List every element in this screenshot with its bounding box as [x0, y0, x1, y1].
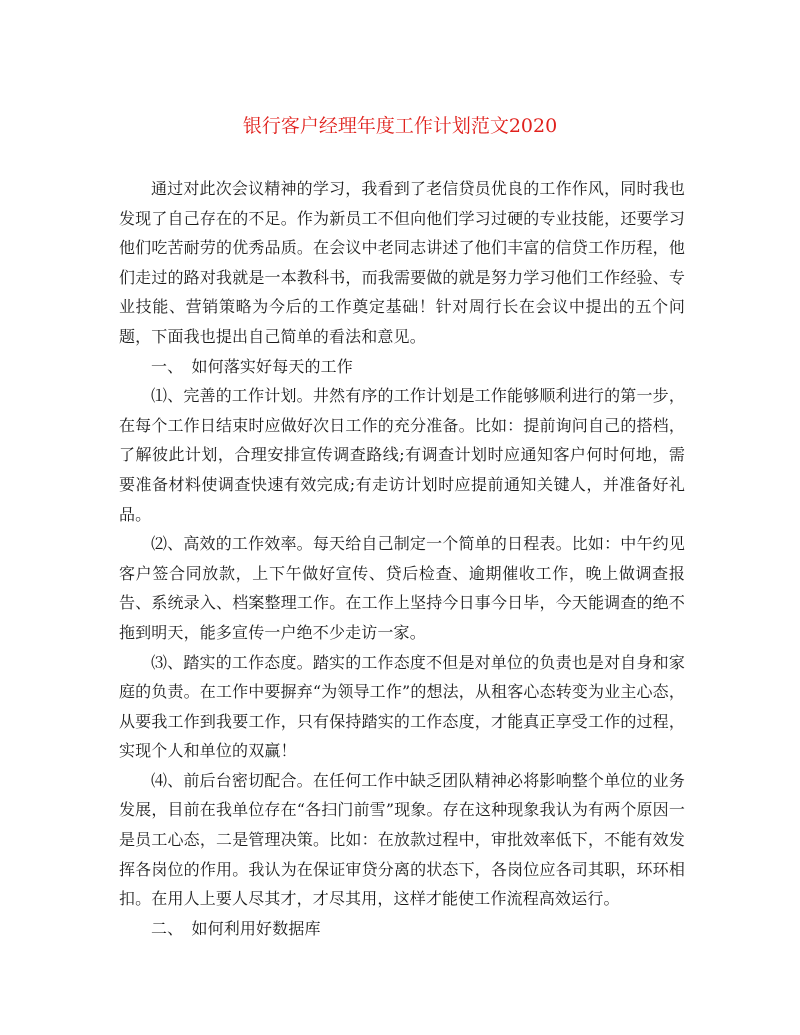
list-item-1: ⑴、完善的工作计划。井然有序的工作计划是工作能够顺利进行的第一步，在每个工作日结束时应做好次日工作的充分准备。比如：提前询问自己的搭档，了解彼此计划，合理安排宣传调查路线;有调查计划时应通知客户何时何地，需要准备材料使调查快速有效完成;有走访计划时应提前通知关键人，并准备好礼品。: [119, 386, 685, 524]
intro-paragraph: 通过对此次会议精神的学习，我看到了老信贷员优良的工作作风，同时我也发现了自己存在的不足。作为新员工不但向他们学习过硬的专业技能，还要学习他们吃苦耐劳的优秀品质。在会议中老同志讲述了他们丰富的信贷工作历程，他们走过的路对我就是一本教科书，而我需要做的就是努力学习他们工作经验、专业技能、营销策略为今后的工作奠定基础！针对周行长在会议中提出的五个问题，下面我也提出自己简单的看法和意见。: [119, 179, 685, 346]
document-body: [119, 174, 685, 943]
section-heading-1: 一、 如何落实好每天的工作: [151, 356, 353, 376]
list-item-4: ⑷、前后台密切配合。在任何工作中缺乏团队精神必将影响整个单位的业务发展，目前在我单位存在“各扫门前雪”现象。存在这种现象我认为有两个原因一是员工心态，二是管理决策。比如：在放款过程中，审批效率低下，不能有效发挥各岗位的作用。我认为在保证审贷分离的状态下，各岗位应各司其职，环环相扣。在用人上要人尽其才，才尽其用，这样才能使工作流程高效运行。: [119, 770, 685, 909]
document-title: 银行客户经理年度工作计划范文2020: [242, 115, 558, 137]
section-heading-2: 二、 如何利用好数据库: [151, 918, 321, 938]
list-item-3: ⑶、踏实的工作态度。踏实的工作态度不但是对单位的负责也是对自身和家庭的负责。在工作中要摒弃“为领导工作”的想法，从租客心态转变为业主心态，从要我工作到我要工作，只有保持踏实的工作态度，才能真正享受工作的过程，实现个人和单位的双赢！: [119, 652, 685, 761]
list-item-2: ⑵、高效的工作效率。每天给自己制定一个简单的日程表。比如：中午约见客户签合同放款，上下午做好宣传、贷后检查、逾期催收工作，晚上做调查报告、系统录入、档案整理工作。在工作上坚持今日事今日毕，今天能调查的绝不拖到明天，能多宣传一户绝不少走访一家。: [119, 534, 685, 642]
